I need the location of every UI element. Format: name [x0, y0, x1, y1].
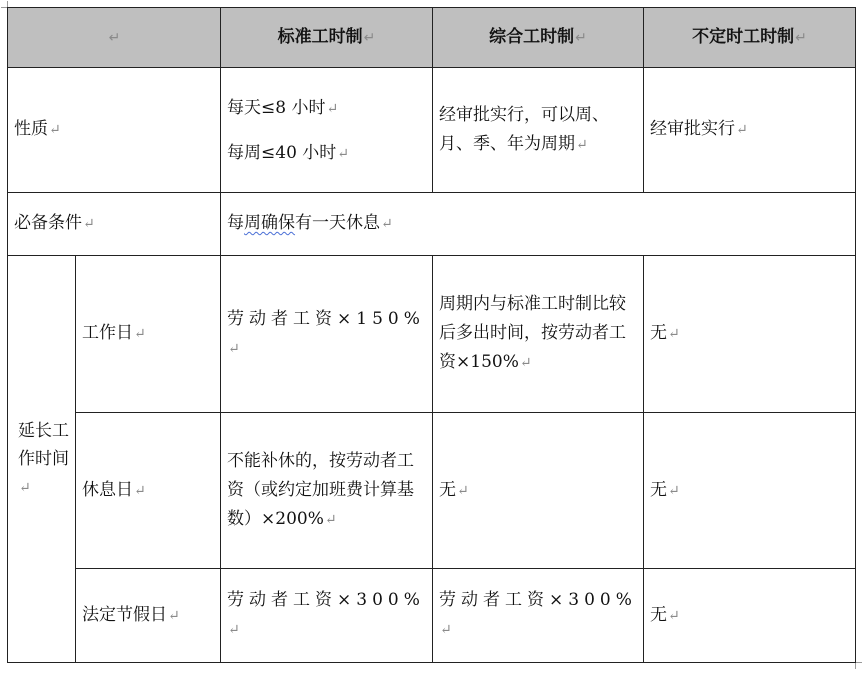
holiday-flexible-text: 无	[650, 604, 668, 625]
restday-standard-text: 不能补休的，按劳动者工资（或约定加班费计算基数）×200%	[227, 450, 415, 529]
condition-text-prefix: 每	[227, 213, 245, 233]
cell-holiday-flexible	[644, 569, 856, 663]
row-label-text: 休息日	[82, 479, 133, 500]
paragraph-mark: ↵	[83, 216, 95, 232]
cell-nature-standard	[221, 68, 433, 193]
holiday-standard-text: 劳动者工资×300%	[227, 590, 425, 610]
row-label-text: 性质	[14, 119, 48, 139]
paragraph-mark: ↵	[363, 29, 376, 46]
paragraph-mark: ↵	[134, 482, 146, 499]
paragraph-mark: ↵	[168, 607, 180, 624]
paragraph-mark: ↵	[575, 29, 587, 46]
work-hour-system-table	[7, 7, 856, 663]
paragraph-mark: ↵	[324, 511, 337, 528]
paragraph-mark: ↵	[519, 355, 532, 371]
workday-flexible-text: 无	[650, 323, 668, 343]
nature-standard-line1: 每天≤8 小时	[227, 98, 326, 118]
cell-restday-standard	[221, 413, 433, 569]
holiday-comprehensive-text: 劳动者工资×300%	[439, 590, 637, 610]
restday-flexible-text: 无	[650, 479, 668, 500]
row-label-text: 必备条件	[14, 213, 82, 233]
corner-mark-bottom-right	[855, 662, 862, 669]
paragraph-mark: ↵	[381, 216, 393, 232]
paragraph-mark: ↵	[326, 101, 339, 117]
paragraph-mark: ↵	[576, 136, 588, 153]
paragraph-mark: ↵	[668, 607, 680, 624]
table-row-workday	[8, 256, 856, 413]
row-label-workday	[76, 256, 221, 413]
nature-standard-line2: 每周≤40 小时	[227, 143, 337, 163]
condition-text-suffix: 有一天休息	[295, 213, 381, 233]
workday-standard-text: 劳动者工资×150%	[227, 308, 425, 329]
paragraph-mark: ↵	[228, 622, 240, 638]
overtime-group-label: 延长工作时间	[18, 420, 69, 469]
paragraph-mark: ↵	[736, 122, 748, 138]
paragraph-mark: ↵	[668, 326, 680, 342]
paragraph-mark: ↵	[228, 340, 240, 357]
paragraph-mark: ↵	[49, 122, 61, 138]
header-standard-label: 标准工时制	[277, 26, 363, 47]
cell-nature-comprehensive	[433, 68, 644, 193]
table-row-holiday	[8, 569, 856, 663]
cell-holiday-standard	[221, 569, 433, 663]
nature-flexible-text: 经审批实行	[650, 119, 736, 139]
table-row-restday	[8, 413, 856, 569]
condition-text-underlined: 周确保	[244, 213, 296, 233]
workday-comprehensive-text: 周期内与标准工时制比较后多出时间，按劳动者工资×150%	[439, 294, 627, 372]
paragraph-mark: ↵	[668, 482, 680, 499]
header-standard	[221, 8, 433, 68]
row-label-condition	[8, 193, 221, 256]
cell-workday-flexible	[644, 256, 856, 413]
row-label-text: 工作日	[82, 323, 133, 343]
row-label-restday	[76, 413, 221, 569]
header-flexible	[644, 8, 856, 68]
paragraph-mark: ↵	[457, 482, 469, 499]
header-flexible-label: 不定时工时制	[692, 26, 795, 47]
table-row-nature	[8, 68, 856, 193]
row-group-overtime	[8, 256, 76, 663]
header-comprehensive-label: 综合工时制	[489, 26, 575, 47]
header-corner-cell	[8, 8, 221, 68]
row-label-nature	[8, 68, 221, 193]
cell-holiday-comprehensive	[433, 569, 644, 663]
paragraph-mark: ↵	[108, 29, 121, 46]
paragraph-mark: ↵	[795, 29, 807, 46]
table-header-row	[8, 8, 856, 68]
table-row-condition	[8, 193, 856, 256]
row-label-text: 法定节假日	[82, 604, 167, 625]
cell-condition-value	[221, 193, 856, 256]
header-comprehensive	[433, 8, 644, 68]
paragraph-mark: ↵	[337, 146, 350, 162]
cell-restday-comprehensive	[433, 413, 644, 569]
row-label-holiday	[76, 569, 221, 663]
cell-restday-flexible	[644, 413, 856, 569]
paragraph-mark: ↵	[440, 622, 452, 638]
cell-workday-comprehensive	[433, 256, 644, 413]
cell-nature-flexible	[644, 68, 856, 193]
nature-comprehensive-text: 经审批实行，可以周、月、季、年为周期	[439, 104, 610, 154]
restday-comprehensive-text: 无	[439, 479, 457, 500]
paragraph-mark: ↵	[134, 326, 146, 342]
paragraph-mark: ↵	[19, 479, 31, 496]
cell-workday-standard	[221, 256, 433, 413]
